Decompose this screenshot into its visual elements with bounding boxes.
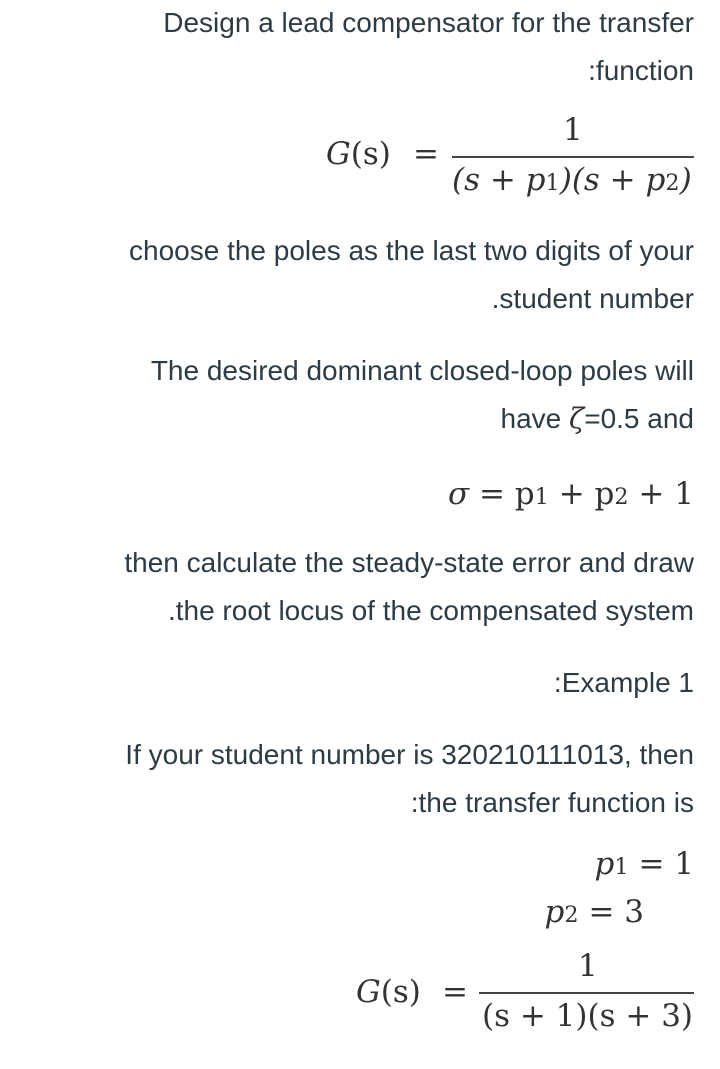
problem-line-2: :function	[588, 55, 694, 86]
then-line-2: .the root locus of the compensated system	[167, 595, 694, 626]
example-heading: :Example 1	[553, 667, 694, 698]
tf-numerator: 1	[563, 112, 583, 148]
tf-example-fraction-bar	[479, 992, 694, 994]
tf-lhs-fn: G	[326, 136, 351, 172]
poles-line-2: .student number	[491, 283, 694, 314]
then-line-1: then calculate the steady-state error and draw	[124, 547, 694, 578]
zeta-symbol: ζ	[569, 402, 585, 435]
tf-lhs-arg: (s)	[350, 136, 391, 172]
desired-line-2	[501, 402, 694, 436]
problem-line-1: Design a lead compensator for the transfer	[163, 7, 694, 38]
tf-example-numerator: 1	[578, 948, 598, 984]
desired-line-1: The desired dominant closed-loop poles will	[150, 355, 694, 386]
desired-zeta-value: =0.5 and	[584, 403, 694, 434]
example-line-2: :the transfer function is	[410, 787, 694, 818]
tf-example-equals: =	[442, 974, 468, 1010]
tf-fraction-bar	[452, 156, 694, 158]
p1-equation: p1 = 1	[594, 846, 694, 882]
example-line-1: If your student number is 320210111013, then	[125, 739, 694, 770]
tf-equals: =	[413, 136, 439, 172]
poles-line-1: choose the poles as the last two digits of your	[129, 235, 694, 266]
tf-denominator: (s + p1)(s + p2)	[452, 162, 692, 198]
desired-have: have	[500, 403, 562, 434]
tf-example-lhs: G(s)	[356, 974, 421, 1010]
sigma-formula: σ = p1 + p2 + 1	[447, 476, 694, 512]
p2-equation: p2 = 3	[544, 894, 644, 930]
tf-example-denominator: (s + 1)(s + 3)	[482, 998, 694, 1034]
sigma-symbol: σ	[447, 476, 470, 512]
tf-lhs	[326, 136, 391, 172]
